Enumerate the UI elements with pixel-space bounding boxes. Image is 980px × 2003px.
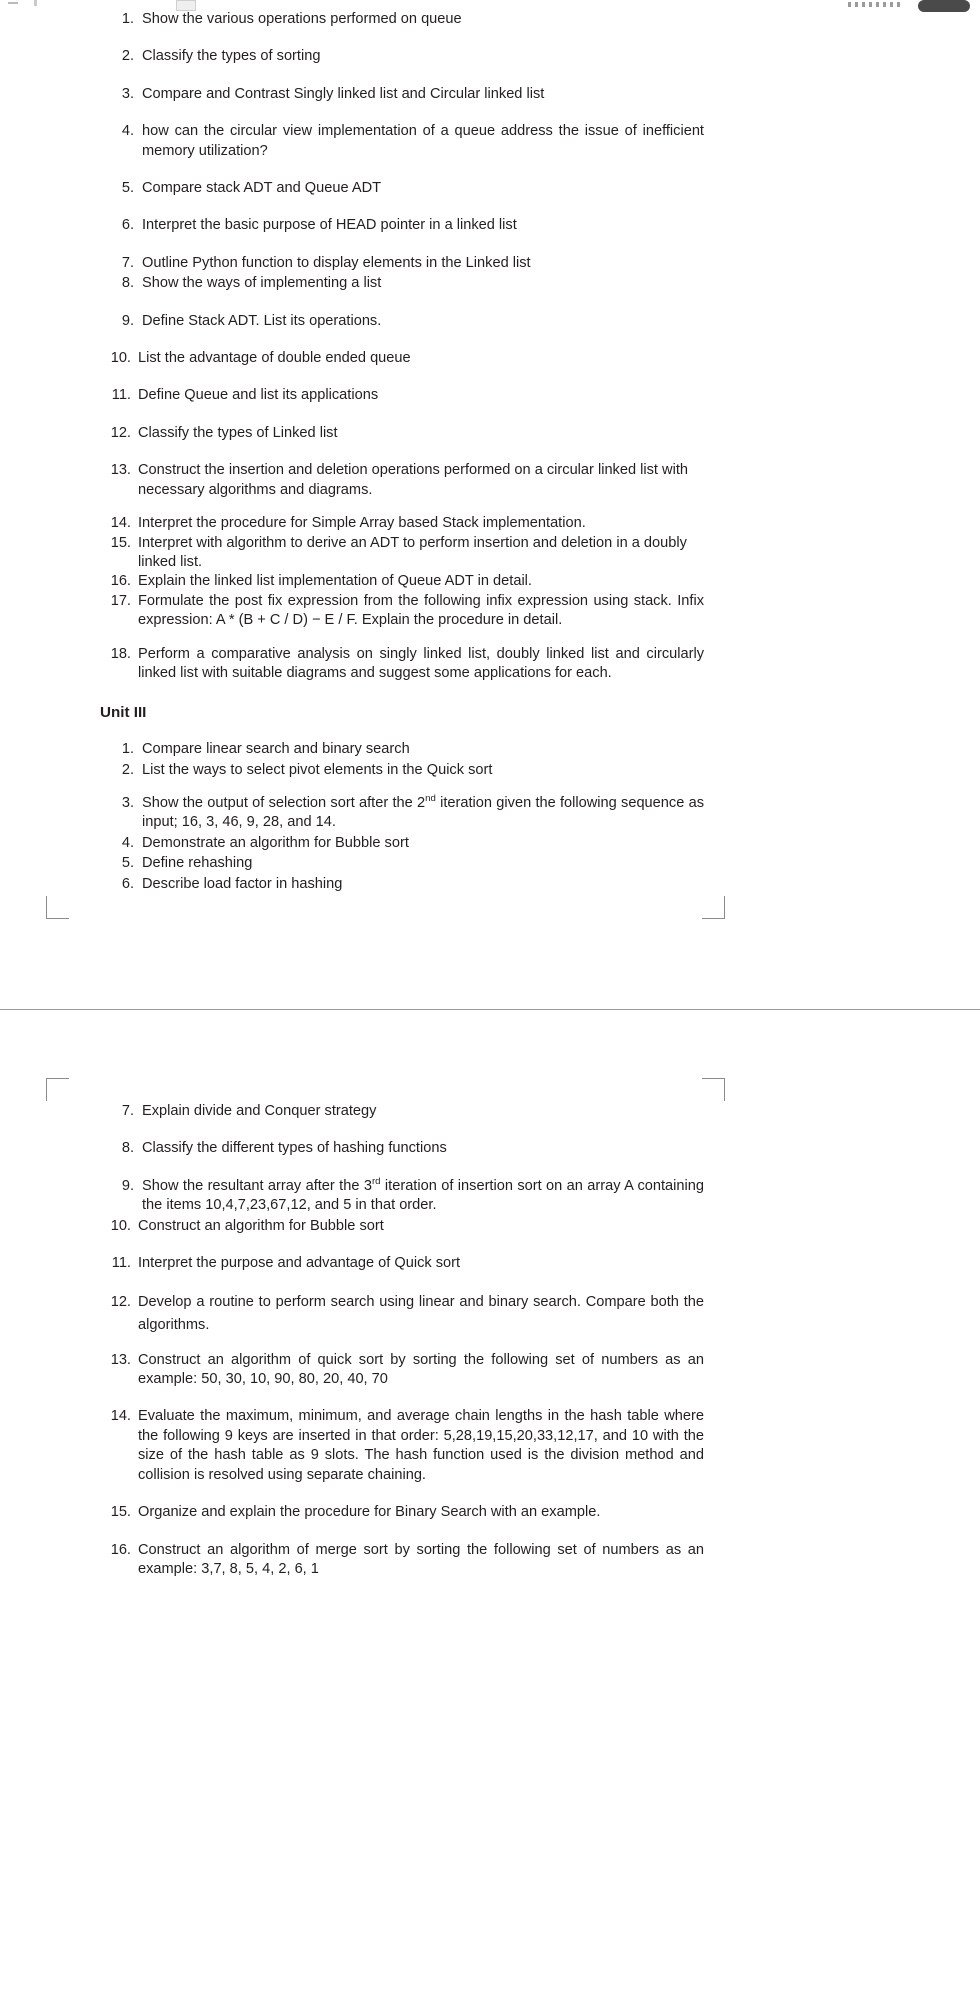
question-text: Show the ways of implementing a list [142, 275, 382, 292]
question-text: Explain the linked list implementation of Queue ADT in detail. [138, 573, 532, 590]
question-text: Interpret with algorithm to derive an ADT to perform insertion and deletion in a doubly linked list. [138, 534, 687, 570]
question-text: Compare and Contrast Singly linked list and Circular linked list [142, 85, 545, 102]
unit-two-question-list [100, 10, 704, 683]
question-number: 5. [121, 855, 134, 872]
question-text: Explain divide and Conquer strategy [142, 1103, 377, 1119]
question-item [100, 572, 704, 591]
page-two-content [0, 1050, 980, 1579]
unit-three-question-list-continued [100, 1102, 704, 1579]
question-text: Construct an algorithm of merge sort by sorting the following set of numbers as an example: 3,7, 8, 5, 4, 2, 6, 1 [138, 1541, 704, 1577]
question-text: List the advantage of double ended queue [138, 350, 411, 367]
question-text: Describe load factor in hashing [142, 875, 343, 892]
question-text-before: Show the output of selection sort after the 2 [142, 794, 426, 811]
question-text: Organize and explain the procedure for Binary Search with an example. [138, 1504, 601, 1521]
question-text: Classify the different types of hashing functions [142, 1140, 447, 1157]
crop-mark-bottom-right [702, 896, 725, 919]
question-item [100, 312, 704, 331]
question-number: 8. [121, 1140, 134, 1157]
question-number: 3. [121, 794, 134, 811]
question-text: Perform a comparative analysis on singly linked list, doubly linked list and circularly linked list with suitable diagrams and suggest some applications for each. [138, 645, 704, 681]
question-item [100, 1139, 704, 1158]
question-item [100, 1503, 704, 1522]
document-page-one [0, 0, 980, 894]
question-item [100, 424, 704, 443]
question-number: 4. [121, 834, 134, 851]
question-item [100, 216, 704, 235]
question-number: 17. [110, 592, 131, 609]
question-item [100, 461, 704, 500]
question-item [100, 179, 704, 198]
question-text: Define Queue and list its applications [138, 387, 379, 404]
question-item [100, 740, 704, 759]
question-text: Construct an algorithm of quick sort by sorting the following set of numbers as an example: 50, 30, 10, 90, 80, 20, 40, 70 [138, 1351, 704, 1388]
ordinal-superscript: rd [371, 1175, 381, 1187]
question-number: 10. [110, 1217, 131, 1234]
question-number: 9. [121, 1177, 134, 1194]
question-text: Classify the types of sorting [142, 48, 321, 65]
question-number: 2. [121, 761, 134, 778]
question-text: Evaluate the maximum, minimum, and average chain lengths in the hash table where the following 9 keys are inserted in that order: 5,28,19,15,20,33,12,17, and 10 with the size of the hash table as 9 slots. The hash function used is the division method and collision is resolved using separate chaining. [138, 1408, 704, 1483]
question-text: Define rehashing [142, 855, 253, 872]
question-item [100, 1351, 704, 1390]
question-text: Construct the insertion and deletion operations performed on a circular linked list with necessary algorithms and diagrams. [138, 462, 688, 498]
question-item [100, 1217, 704, 1236]
question-number: 13. [110, 462, 131, 479]
question-item [100, 1291, 704, 1336]
question-number: 13. [110, 1351, 131, 1368]
page-separator-rule [0, 1009, 980, 1010]
question-item [100, 1254, 704, 1273]
question-item [100, 122, 704, 161]
question-text [142, 794, 704, 833]
question-text: Classify the types of Linked list [138, 424, 338, 441]
question-item [100, 1102, 704, 1121]
question-item [100, 254, 704, 273]
question-item [100, 794, 704, 833]
question-number: 16. [110, 1541, 131, 1558]
question-item [100, 349, 704, 368]
question-item [100, 274, 704, 293]
question-number: 14. [110, 1408, 131, 1425]
question-item [100, 1177, 704, 1216]
question-number: 7. [121, 254, 134, 271]
question-text: Define Stack ADT. List its operations. [142, 312, 382, 329]
question-item [100, 514, 704, 533]
question-text [142, 1177, 704, 1216]
crop-mark-bottom-left [46, 896, 69, 919]
question-text: Interpret the basic purpose of HEAD pointer in a linked list [142, 217, 517, 234]
question-text: Interpret the procedure for Simple Array based Stack implementation. [138, 515, 586, 532]
question-text-after: iteration of insertion sort on an array A containing the items 10,4,7,23,67,12, and 5 in that order. [142, 1177, 704, 1214]
question-item [100, 875, 704, 894]
question-number: 16. [110, 573, 131, 590]
question-number: 1. [121, 11, 134, 27]
question-item [100, 592, 704, 631]
question-number: 6. [121, 875, 134, 892]
question-text: List the ways to select pivot elements in the Quick sort [142, 761, 493, 778]
document-page-two [0, 1050, 980, 1579]
question-number: 3. [121, 85, 134, 102]
question-item [100, 10, 704, 29]
question-number: 12. [110, 424, 131, 441]
question-item [100, 85, 704, 104]
question-number: 11. [111, 387, 131, 404]
unit-three-question-list [100, 740, 704, 894]
question-item [100, 834, 704, 853]
question-number: 8. [121, 275, 134, 292]
question-number: 10. [110, 350, 131, 367]
question-item [100, 47, 704, 66]
question-text: Formulate the post fix expression from the following infix expression using stack. Infix expression: A * (B + C / D) − E / F. Explain the procedure in detail. [138, 592, 704, 629]
question-item [100, 534, 704, 573]
question-item [100, 1407, 704, 1485]
question-number: 4. [121, 123, 134, 140]
question-text: Outline Python function to display elements in the Linked list [142, 254, 531, 271]
question-text-after: iteration given the following sequence as input; 16, 3, 46, 9, 28, and 14. [142, 794, 704, 831]
question-number: 15. [110, 534, 131, 551]
question-number: 15. [110, 1504, 131, 1521]
question-number: 12. [110, 1294, 131, 1311]
question-text: Show the various operations performed on queue [142, 11, 462, 27]
question-text: Compare linear search and binary search [142, 741, 410, 758]
question-number: 6. [121, 217, 134, 234]
question-text-before: Show the resultant array after the 3 [142, 1177, 372, 1194]
question-number: 9. [121, 312, 134, 329]
question-text: Demonstrate an algorithm for Bubble sort [142, 834, 409, 851]
question-item [100, 386, 704, 405]
question-text: Interpret the purpose and advantage of Quick sort [138, 1255, 461, 1272]
question-text: Develop a routine to perform search using linear and binary search. Compare both the algorithms. [138, 1294, 704, 1334]
question-number: 2. [121, 48, 134, 65]
question-number: 1. [121, 741, 134, 758]
question-text: how can the circular view implementation of a queue address the issue of inefficient memory utilization? [142, 123, 704, 159]
question-number: 14. [110, 515, 131, 532]
question-text: Compare stack ADT and Queue ADT [142, 180, 382, 197]
question-item [100, 761, 704, 780]
unit-three-heading: Unit III [100, 704, 147, 722]
question-item [100, 645, 704, 684]
page-one-content [0, 0, 980, 894]
question-item [100, 1541, 704, 1580]
question-number: 5. [121, 180, 134, 197]
question-text: Construct an algorithm for Bubble sort [138, 1217, 384, 1234]
question-number: 18. [110, 645, 131, 662]
question-number: 7. [121, 1103, 134, 1119]
question-number: 11. [111, 1255, 131, 1272]
ordinal-superscript: nd [425, 793, 436, 805]
question-item [100, 854, 704, 873]
